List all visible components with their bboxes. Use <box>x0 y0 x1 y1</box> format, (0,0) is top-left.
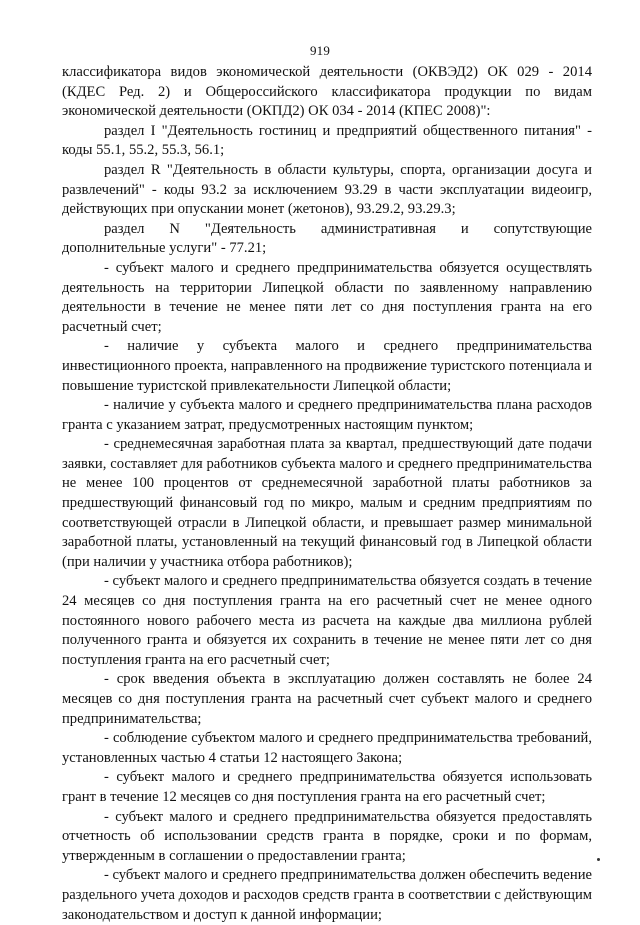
paragraph: классификатора видов экономической деятельности (ОКВЭД2) ОК 029 - 2014 (КДЕС Ред. 2) и Общероссийского классификатора продукции по видам экономической деятельности (ОКПД2) ОК 034 - 2014 (КПЕС 2008)": <box>62 64 592 120</box>
paragraph: - наличие у субъекта малого и среднего предпринимательства плана расходов гранта с указанием затрат, предусмотренных настоящим пунктом; <box>62 397 592 433</box>
page-number: 919 <box>309 43 331 58</box>
paragraph: - субъект малого и среднего предпринимательства обязуется создать в течение 24 месяцев со дня поступления гранта на его расчетный счет не менее одного постоянного нового рабочего места из расчета на каждые два миллиона рублей полученного гранта и обязуется их сохранить в течение не менее пяти лет со дня поступления гранта на его расчетный счет; <box>62 573 592 668</box>
paragraph: - соблюдение субъектом малого и среднего предпринимательства требований, установленных частью 4 статьи 12 настоящего Закона; <box>62 730 592 766</box>
paragraph: - субъект малого и среднего предпринимательства должен обеспечить ведение раздельного учета доходов и расходов средств гранта в соответствии с действующим законодательством и доступ к данной информации; <box>62 867 592 923</box>
paragraph: раздел N "Деятельность административная и сопутствующие дополнительные услуги" - 77.21; <box>62 220 592 257</box>
paragraph: - субъект малого и среднего предпринимательства обязуется предоставлять отчетность об использовании средств гранта в порядке, сроки и по формам, утвержденным в соглашении о предоставлении гранта; <box>62 808 592 864</box>
body-text <box>62 63 592 925</box>
paragraph: - субъект малого и среднего предпринимательства обязуется использовать грант в течение 12 месяцев со дня поступления гранта на его расчетный счет; <box>62 769 592 805</box>
scan-speck-mark <box>597 858 600 861</box>
paragraph: раздел I "Деятельность гостиниц и предприятий общественного питания" - коды 55.1, 55.2, 55.3, 56.1; <box>62 122 592 159</box>
paragraph: - среднемесячная заработная плата за квартал, предшествующий дате подачи заявки, составляет для работников субъекта малого и среднего предпринимательства не менее 100 процентов от среднемесячной заработной платы работников за предшествующий финансовый год по микро, малым и средним предприятиям по соответствующей отрасли в Липецкой области, и превышает размер минимальной заработной платы, установленный на текущий финансовый год в Липецкой области (при наличии у участника отбора работников); <box>62 436 592 570</box>
paragraph: раздел R "Деятельность в области культуры, спорта, организации досуга и развлечений" - коды 93.2 за исключением 93.29 в части эксплуатации видеоигр, действующих при опускании монет (жетонов), 93.29.2, 93.29.3; <box>62 161 592 218</box>
paragraph: - наличие у субъекта малого и среднего предпринимательства инвестиционного проекта, направленного на продвижение туристского потенциала и повышение туристской привлекательности Липецкой области; <box>62 338 592 394</box>
paragraph: - субъект малого и среднего предпринимательства обязуется осуществлять деятельность на территории Липецкой области по заявленному направлению деятельности в течение не менее пяти лет со дня поступления гранта на его расчетный счет; <box>62 259 592 335</box>
paragraph: - срок введения объекта в эксплуатацию должен составлять не более 24 месяцев со дня поступления гранта на расчетный счет субъект малого и среднего предпринимательства; <box>62 671 592 727</box>
